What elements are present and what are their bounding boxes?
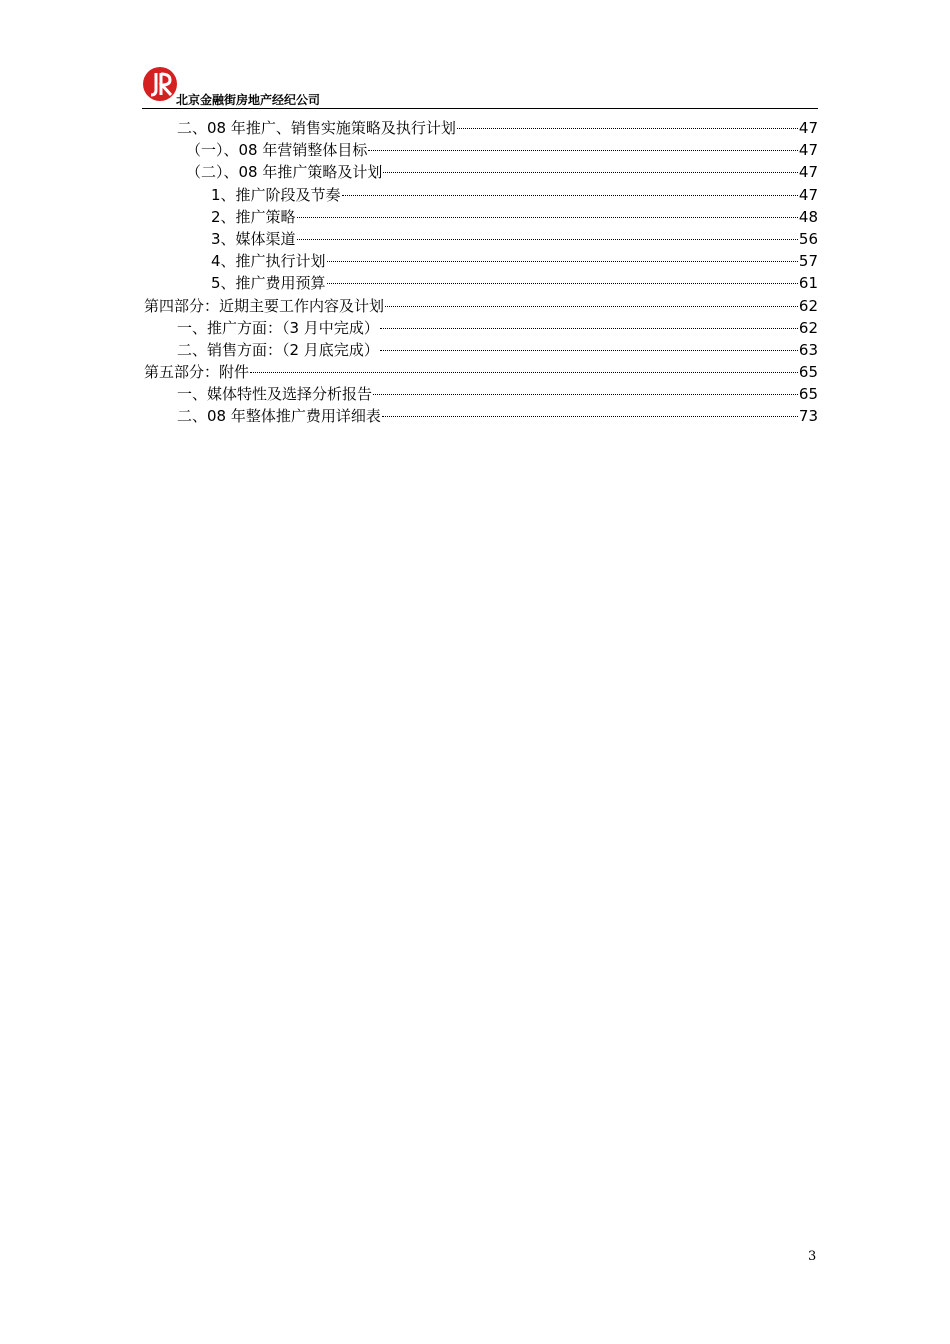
toc-entry-page: 47: [798, 141, 818, 160]
toc-entry[interactable]: [144, 383, 818, 405]
toc-entry-label: 第四部分：近期主要工作内容及计划: [144, 296, 385, 315]
page-header: [142, 66, 818, 110]
toc-entry-page: 47: [798, 185, 818, 204]
toc-entry[interactable]: [144, 184, 818, 206]
company-name: 北京金融街房地产经纪公司: [176, 93, 321, 107]
toc-entry-page: 57: [798, 252, 818, 271]
toc-entry[interactable]: [144, 405, 818, 427]
toc-entry-label: 3、媒体渠道: [211, 229, 296, 248]
toc-entry-label: 二、08 年推广、销售实施策略及执行计划: [177, 119, 456, 137]
toc-entry-label: （二）、08 年推广策略及计划: [186, 163, 383, 182]
dot-leader: [250, 372, 798, 373]
toc-entry-label: 第五部分：附件: [144, 363, 250, 382]
toc-entry-page: 56: [798, 229, 818, 248]
toc-entry-page: 65: [798, 363, 818, 382]
toc-entry[interactable]: [144, 272, 818, 294]
toc-entry-page: 47: [798, 163, 818, 182]
toc-entry[interactable]: [144, 139, 818, 161]
toc-entry-page: 65: [798, 385, 818, 404]
toc-entry-label: 二、08 年整体推广费用详细表: [177, 407, 381, 426]
dot-leader: [385, 306, 798, 307]
toc-entry-page: 73: [798, 407, 818, 426]
dot-leader: [368, 150, 798, 151]
dot-leader: [297, 239, 798, 240]
toc-entry-page: 48: [798, 207, 818, 226]
toc-entry-page: 63: [798, 340, 818, 359]
toc-entry-label: 4、推广执行计划: [211, 252, 326, 271]
toc-entry-label: 2、推广策略: [211, 207, 296, 226]
toc-entry[interactable]: [144, 339, 818, 361]
toc-entry[interactable]: [144, 228, 818, 250]
dot-leader: [457, 128, 798, 129]
toc-entry[interactable]: [144, 161, 818, 183]
toc-entry[interactable]: [144, 317, 818, 339]
table-of-contents: [144, 117, 818, 428]
toc-entry[interactable]: [144, 361, 818, 383]
toc-entry[interactable]: [144, 206, 818, 228]
dot-leader: [383, 172, 798, 173]
dot-leader: [297, 217, 798, 218]
toc-entry-label: （一）、08 年营销整体目标: [186, 141, 368, 160]
dot-leader: [382, 416, 798, 417]
toc-entry-page: 61: [798, 274, 818, 293]
toc-entry-label: 二、销售方面：（2 月底完成）: [177, 340, 379, 359]
toc-entry-page: 62: [798, 296, 818, 315]
dot-leader: [327, 283, 798, 284]
dot-leader: [380, 350, 798, 351]
toc-entry-label: 一、媒体特性及选择分析报告: [177, 385, 373, 404]
toc-entry-page: 47: [798, 119, 818, 137]
toc-entry-label: 5、推广费用预算: [211, 274, 326, 293]
dot-leader: [327, 261, 798, 262]
toc-entry[interactable]: [144, 295, 818, 317]
dot-leader: [373, 394, 798, 395]
dot-leader: [380, 328, 798, 329]
toc-entry-label: 1、推广阶段及节奏: [211, 185, 341, 204]
header-rule: [142, 108, 818, 109]
company-logo-icon: [142, 66, 178, 102]
toc-entry-page: 62: [798, 318, 818, 337]
toc-entry[interactable]: [144, 117, 818, 139]
toc-entry-label: 一、推广方面：（3 月中完成）: [177, 318, 379, 337]
toc-entry[interactable]: [144, 250, 818, 272]
page-number: 3: [808, 1249, 817, 1264]
dot-leader: [342, 195, 798, 196]
